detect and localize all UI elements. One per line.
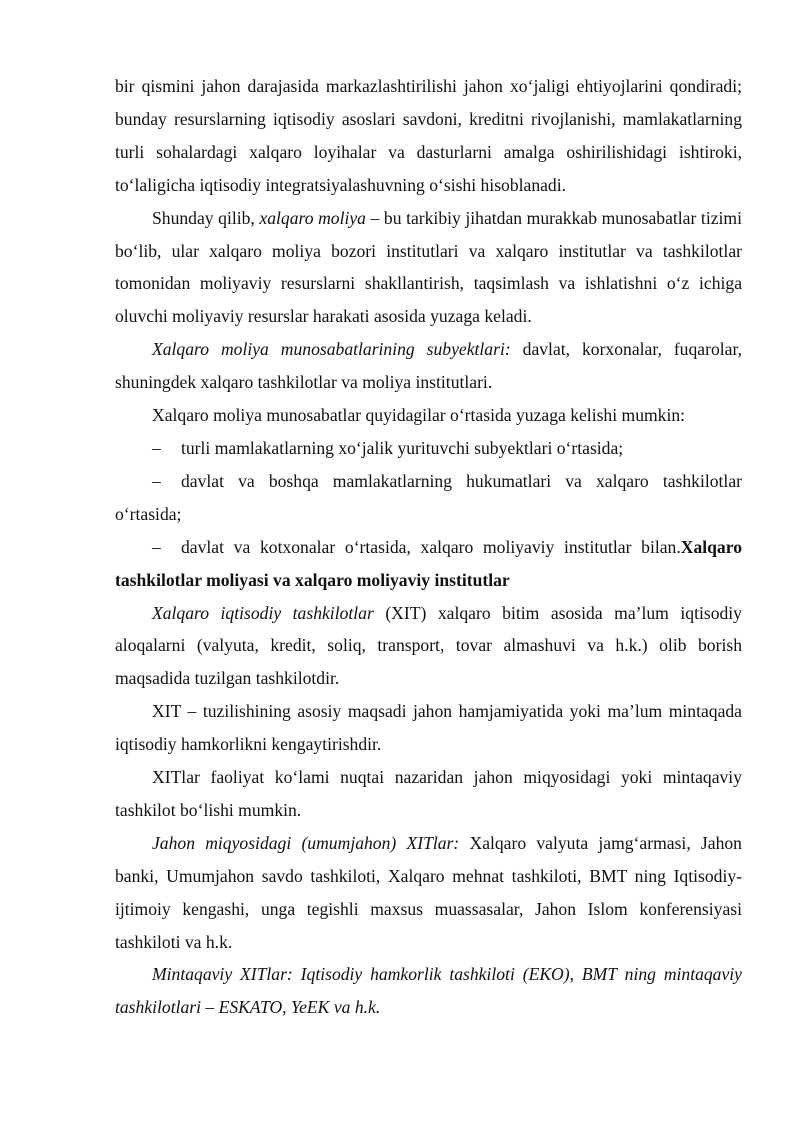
paragraph-2-term: xalqaro moliya [259,207,366,228]
paragraph-9-text: Mintaqaviy XITlar: Iqtisodiy hamkorlik tashkiloti (EKO), BMT ning mintaqaviy tashkilotlari – ESKATO, YeEK va h.k. [115,964,742,1018]
list-dash: – [152,536,161,557]
paragraph-5 [115,597,742,696]
section-heading: Xalqaro tashkilotlar moliyasi va xalqaro moliyaviy institutlar [115,536,742,590]
paragraph-4: Xalqaro moliya munosabatlar quyidagilar o‘rtasida yuzaga kelishi mumkin: [152,405,686,426]
list-item-3 [115,531,742,597]
list-item-1-text: turli mamlakatlarning xo‘jalik yurituvchi subyektlari o‘rtasida; [181,437,624,458]
list-dash: – [152,470,161,491]
list-item-2-text: davlat va boshqa mamlakatlarning hukumatlari va xalqaro tashkilotlar o‘rtasida; [115,470,742,524]
list-item-3-text: davlat va kotxonalar o‘rtasida, xalqaro moliyaviy institutlar bilan. [181,536,681,557]
paragraph-5-rest: (XIT) xalqaro bitim asosida ma’lum iqtisodiy aloqalarni (valyuta, kredit, soliq, transport, tovar almashuvi va h.k.) olib borish maqsadida tuzilgan tashkilotdir. [115,602,742,689]
list-item-2 [115,465,742,531]
paragraph-9 [115,958,742,1024]
paragraph-8 [115,827,742,959]
paragraph-6: XIT – tuzilishining asosiy maqsadi jahon hamjamiyatida yoki ma’lum mintaqada iqtisodiy hamkorlikni kengaytirishdir. [115,701,742,755]
list-item-1 [115,432,742,465]
paragraph-1: bir qismini jahon darajasida markazlashtirilishi jahon xo‘jaligi ehtiyojlarini qondiradi; bunday resurslarning iqtisodiy asoslari savdoni, kreditni rivojlanishi, mamlakatlarning turli sohalardagi xalqaro loyihalar va dasturlarni amalga oshirilishidagi ishtiroki, to‘laligicha iqtisodiy integratsiyalashuvning o‘sishi hisoblanadi. [115,76,742,195]
paragraph-3-term: Xalqaro moliya munosabatlarining subyektlari: [152,339,511,360]
list-dash: – [152,437,161,458]
paragraph-8-term: Jahon miqyosidagi (umumjahon) XITlar: [152,832,460,853]
paragraph-7: XITlar faoliyat ko‘lami nuqtai nazaridan jahon miqyosidagi yoki mintaqaviy tashkilot bo‘lishi mumkin. [115,767,742,820]
paragraph-3-rest: davlat, korxonalar, fuqarolar, shuningdek xalqaro tashkilotlar va moliya institutlari. [115,339,742,393]
paragraph-5-term: Xalqaro iqtisodiy tashkilotlar [152,602,374,623]
paragraph-3 [115,333,742,399]
paragraph-2-rest: – bu tarkibiy jihatdan murakkab munosabatlar tizimi bo‘lib, ular xalqaro moliya bozori institutlari va xalqaro institutlar va tashkilotlar tomonidan moliyaviy resurslarni shakllantirish, taqsimlash va ishlatishni o‘z ichiga oluvchi moliyaviy resurslar harakati asosida yuzaga keladi. [115,207,742,327]
paragraph-8-rest: Xalqaro valyuta jamg‘armasi, Jahon banki, Umumjahon savdo tashkiloti, Xalqaro mehnat tashkiloti, BMT ning Iqtisodiy-ijtimoiy kengashi, unga tegishli maxsus muassasalar, Jahon Islom konferensiyasi tashkiloti va h.k. [115,832,742,952]
paragraph-2-lead: Shunday qilib, [152,207,260,228]
paragraph-2 [115,202,742,334]
